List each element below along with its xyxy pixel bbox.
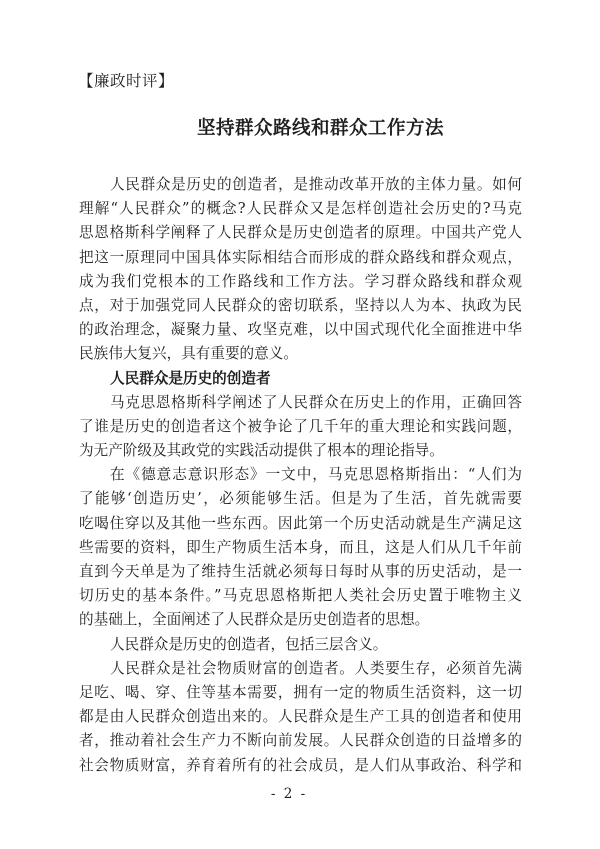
text-line: 点，对于加强党同人民群众的密切联系，坚持以人为本、执政为民: [79, 296, 522, 314]
paragraph: [79, 463, 522, 632]
text-line: 社会物质财富，养育着所有的社会成员，是人们从事政治、科学和: [79, 756, 522, 774]
text-line: 为无产阶级及其政党的实践活动提供了根本的理论指导。: [79, 442, 444, 460]
section-tag: 【廉政时评】: [78, 72, 175, 90]
text-line: 人民群众是历史的创造者，包括三层含义。: [110, 635, 388, 653]
text-line: 马克思恩格斯科学阐述了人民群众在历史上的作用，正确回答: [110, 393, 522, 411]
text-line: 人民群众是历史的创造者，是推动改革开放的主体力量。如何: [110, 176, 522, 193]
text-line: 足吃、喝、穿、住等基本需要，拥有一定的物质生活资料，这一切: [79, 683, 522, 701]
text-line: 切历史的基本条件。”马克思恩格斯把人类社会历史置于唯物主义: [79, 587, 522, 605]
text-line: 民族伟大复兴，具有重要的意义。: [79, 345, 298, 363]
text-line: 的基础上，全面阐述了人民群众是历史创造者的思想。: [79, 611, 430, 629]
text-line: 都是由人民群众创造出来的。人民群众是生产工具的创造者和使用: [79, 708, 522, 726]
text-line: 吃喝住穿以及其他一些东西。因此第一个历史活动就是生产满足这: [79, 514, 522, 532]
text-line: 者，推动着社会生产力不断向前发展。人民群众创造的日益增多的: [79, 732, 522, 750]
text-line: 在《德意志意识形态》一文中，马克思恩格斯指出：“人们为: [110, 466, 522, 484]
text-line: 理解“人民群众”的概念?人民群众又是怎样创造社会历史的?马克: [79, 200, 522, 218]
paragraph: [79, 657, 522, 778]
text-line: 人民群众是社会物质财富的创造者。人类要生存，必须首先满: [110, 659, 522, 677]
paragraph: [79, 173, 522, 367]
text-line: 了谁是历史的创造者这个被争论了几千年的重大理论和实践问题，: [79, 417, 522, 435]
text-line: 人民群众是历史的创造者: [110, 369, 271, 387]
text-line: 思恩格斯科学阐释了人民群众是历史创造者的原理。中国共产党人: [79, 224, 522, 242]
subheading: [79, 367, 522, 391]
text-line: 直到今天单是为了维持生活就必须每日每时从事的历史活动，是一: [79, 563, 522, 580]
text-line: 了能够‘创造历史’，必须能够生活。但是为了生活，首先就需要: [79, 490, 522, 508]
paragraph: [79, 633, 522, 657]
paragraph: [79, 391, 522, 464]
document-body: [79, 173, 522, 778]
page-number: - 2 -: [270, 786, 308, 802]
text-line: 些需要的资料，即生产物质生活本身，而且，这是人们从几千年前: [79, 538, 522, 556]
text-line: 成为我们党根本的工作路线和工作方法。学习群众路线和群众观: [79, 272, 522, 290]
document-title: 坚持群众路线和群众工作方法: [196, 118, 444, 139]
text-line: 把这一原理同中国具体实际相结合而形成的群众路线和群众观点，: [79, 248, 522, 266]
text-line: 的政治理念，凝聚力量、攻坚克难，以中国式现代化全面推进中华: [79, 321, 522, 339]
